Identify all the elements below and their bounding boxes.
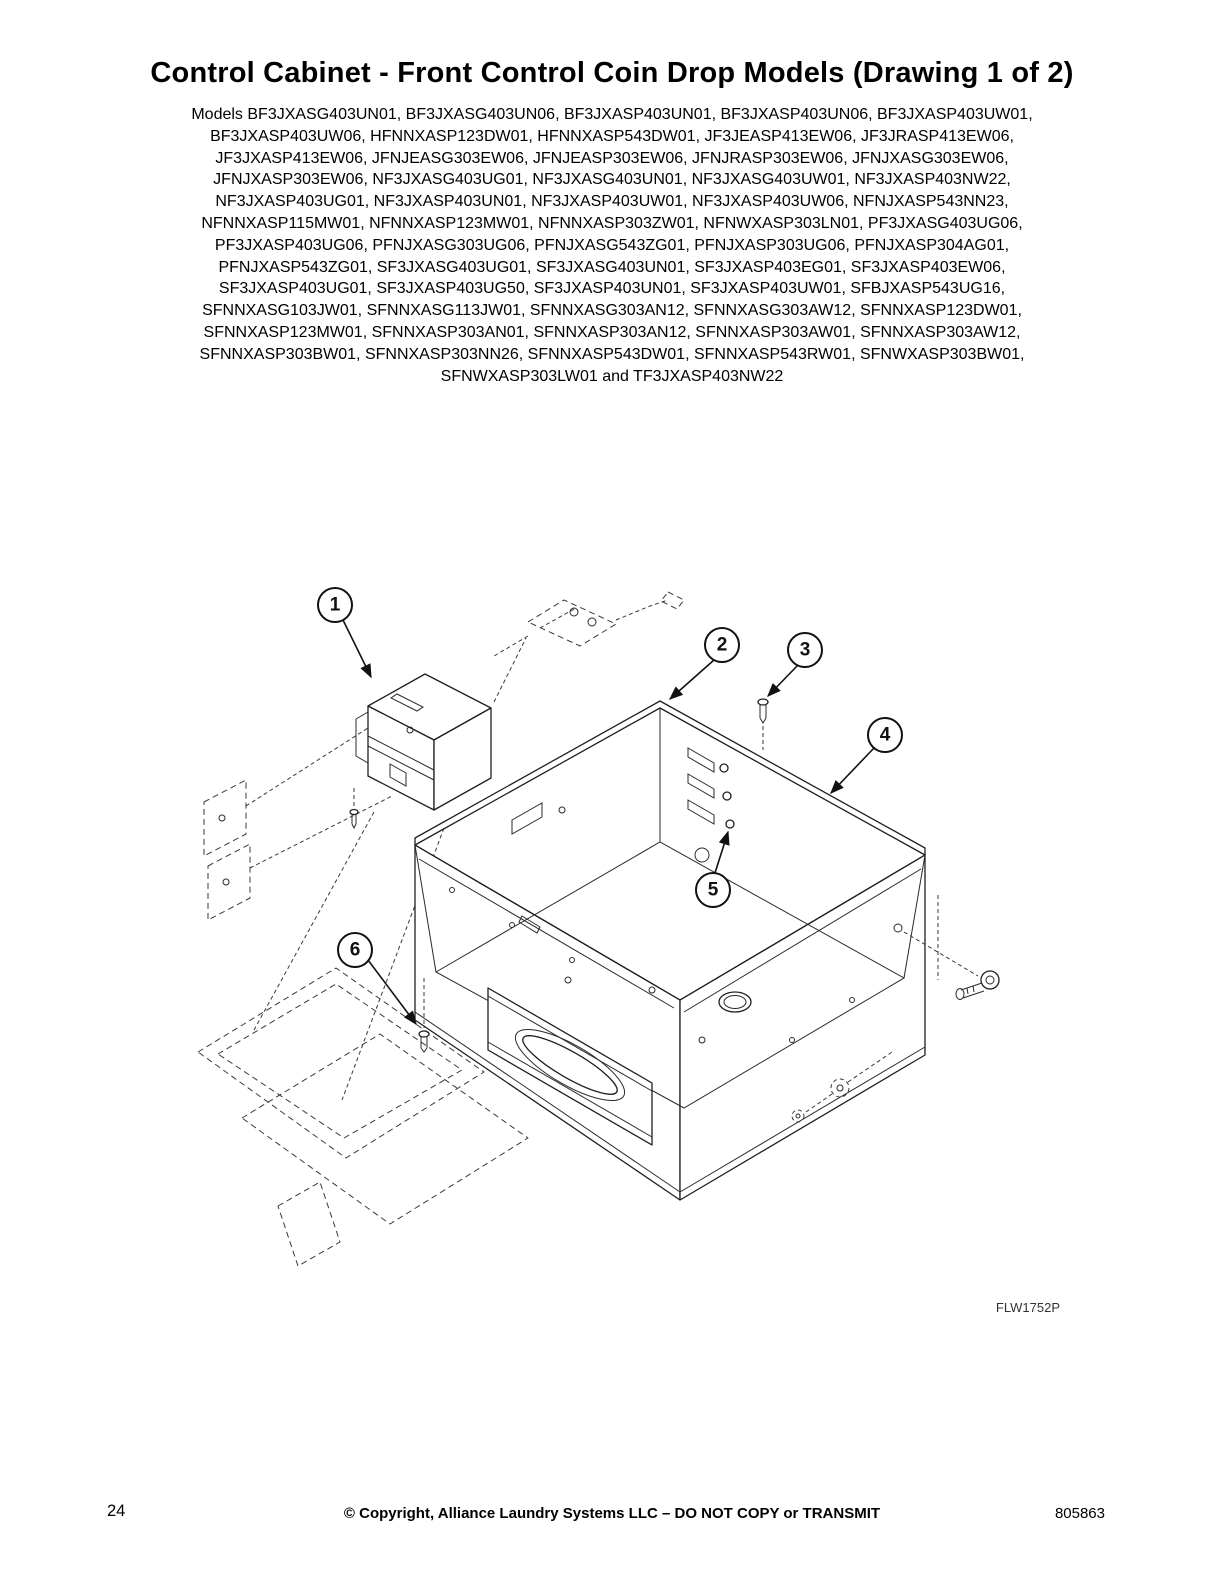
callout-number: 4 — [879, 724, 891, 746]
callout-number: 6 — [349, 939, 361, 961]
figure-code: FLW1752P — [995, 1300, 1060, 1315]
callout-number: 2 — [716, 634, 728, 656]
model-list-line: SFNWXASP303LW01 and TF3JXASP403NW22 — [440, 367, 784, 385]
model-list-line: PFNJXASP543ZG01, SF3JXASG403UG01, SF3JXASG403UN01, SF3JXASP403EG01, SF3JXASP403EW06, — [218, 258, 1006, 276]
model-list-line: SFNNXASP123MW01, SFNNXASP303AN01, SFNNXASP303AN12, SFNNXASP303AW01, SFNNXASP303AW12, — [203, 323, 1021, 341]
callout-number: 3 — [799, 639, 811, 661]
model-list-line: JF3JXASP413EW06, JFNJEASG303EW06, JFNJEASP303EW06, JFNJRASP303EW06, JFNJXASG303EW06, — [215, 149, 1009, 167]
page-number: 24 — [107, 1502, 126, 1520]
callout-6 — [338, 933, 416, 1024]
page-title: Control Cabinet - Front Control Coin Drop Models (Drawing 1 of 2) — [150, 57, 1074, 89]
model-list — [106, 104, 1118, 387]
control-assembly — [350, 674, 491, 828]
model-list-line: Models BF3JXASG403UN01, BF3JXASG403UN06, BF3JXASP403UN01, BF3JXASP403UN06, BF3JXASP403UW01, — [191, 106, 1033, 123]
model-list-line: PF3JXASP403UG06, PFNJXASG303UG06, PFNJXASG543ZG01, PFNJXASP303UG06, PFNJXASP304AG01, — [214, 236, 1010, 254]
model-list-line: NFNNXASP115MW01, NFNNXASP123MW01, NFNNXASP303ZW01, NFNWXASP303LN01, PF3JXASG403UG06, — [201, 214, 1023, 232]
callout-number: 1 — [329, 594, 341, 616]
callout-number: 5 — [707, 879, 719, 901]
document-number: 805863 — [1054, 1505, 1105, 1522]
model-list-line: NF3JXASP403UG01, NF3JXASP403UN01, NF3JXASP403UW01, NF3JXASP403UW06, NFNJXASP543NN23, — [215, 193, 1009, 211]
callout-3 — [768, 633, 822, 696]
model-list-line: SFNNXASP303BW01, SFNNXASP303NN26, SFNNXASP543DW01, SFNNXASP543RW01, SFNWXASP303BW01, — [199, 345, 1025, 363]
model-list-line: BF3JXASP403UW06, HFNNXASP123DW01, HFNNXASP543DW01, JF3JEASP413EW06, JF3JRASP413EW06, — [210, 127, 1014, 145]
coin-drop-phantom — [494, 592, 684, 656]
copyright-notice: © Copyright, Alliance Laundry Systems LLC – DO NOT COPY or TRANSMIT — [343, 1505, 881, 1522]
screw-3 — [758, 699, 768, 750]
callout-2 — [670, 628, 739, 699]
callout-1 — [318, 588, 371, 677]
model-list-line: SFNNXASG103JW01, SFNNXASG113JW01, SFNNXASG303AN12, SFNNXASG303AW12, SFNNXASP123DW01, — [202, 302, 1022, 320]
callout-5 — [696, 832, 730, 907]
exploded-diagram — [92, 560, 1132, 1340]
callout-4 — [831, 718, 902, 793]
model-list-line: SF3JXASP403UG01, SF3JXASP403UG50, SF3JXASP403UN01, SF3JXASP403UW01, SFBJXASP543UG16, — [218, 280, 1006, 298]
screw-5 — [720, 764, 734, 828]
side-panels-phantom — [204, 780, 250, 920]
model-list-line: JFNJXASP303EW06, NF3JXASG403UG01, NF3JXASG403UN01, NF3JXASG403UW01, NF3JXASP403NW22, — [213, 171, 1011, 189]
